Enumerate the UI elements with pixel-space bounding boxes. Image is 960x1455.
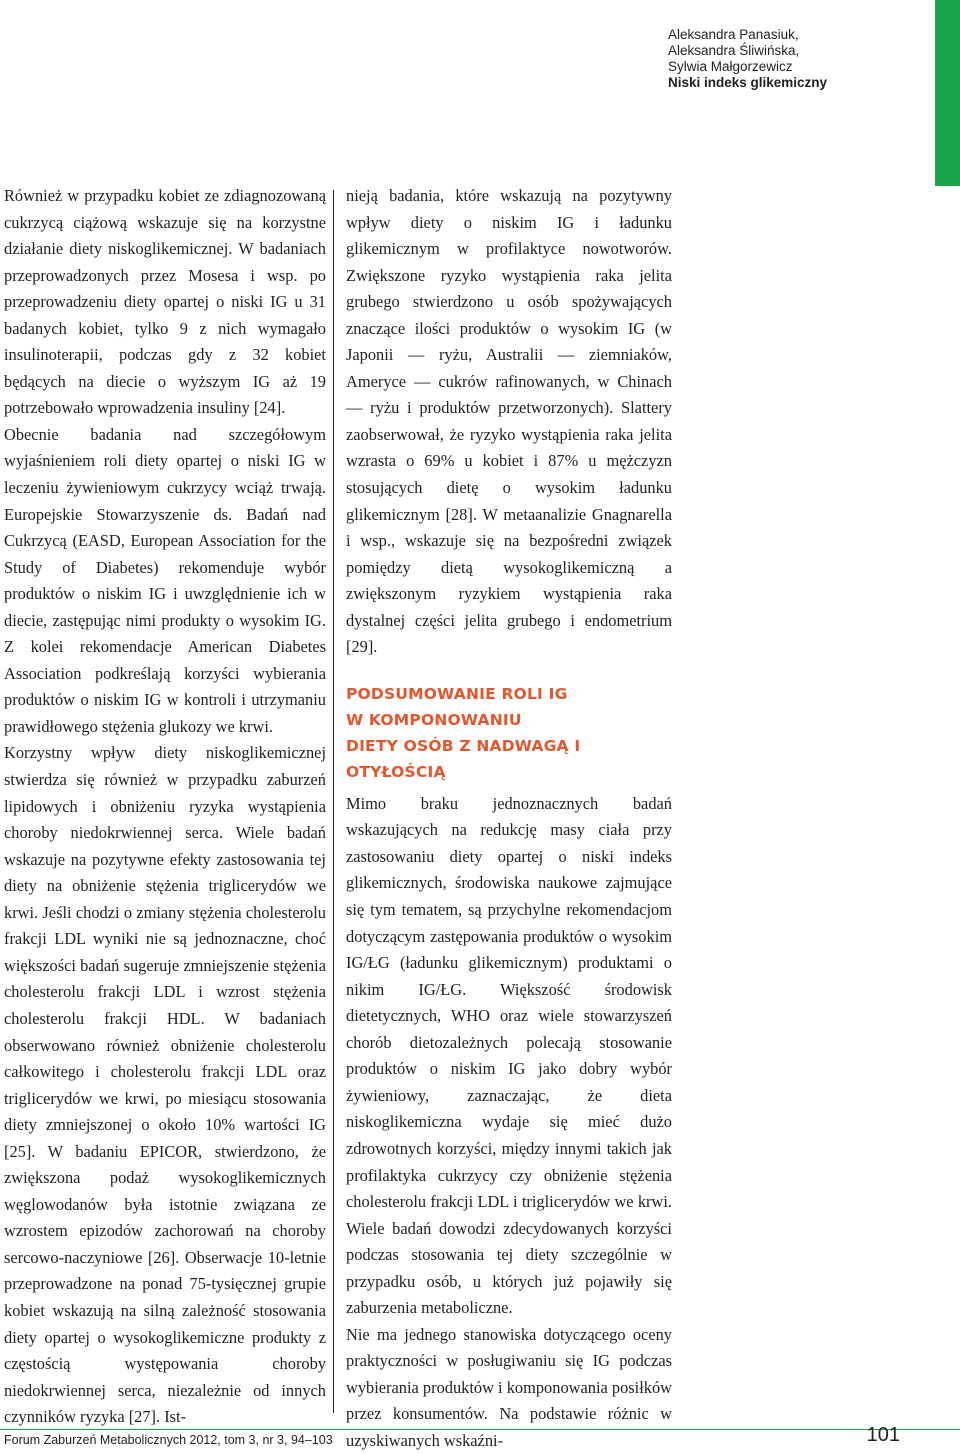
paragraph: Mimo braku jednoznacznych badań wskazujących na redukcję masy ciała przy zastosowaniu diety opartej o niski indeks glikemicznych, środowiska naukowe zajmujące się tym tematem, są przychylne rekomendacjom dotyczącym zastępowania produktów o wysokim IG/ŁG (ładunku glikemicznym) produktami o nikim IG/ŁG. Większość środowisk dietetycznych, WHO oraz wiele stowarzyszeń chorób dietozależnych polecają stosowanie produktów o niskim IG jako dobry wybór żywieniowy, zaznaczając, że dieta niskoglikemiczna wydaje się mieć dużo zdrowotnych korzyści, między innymi takich jak profilaktyka cukrzycy czy obniżenie stężenia cholesterolu frakcji LDL i triglicerydów we krwi. Wiele badań dowodzi zdecydowanych korzyści podczas stosowania tej diety szczególnie w przypadku osób, u których już pojawiły się zaburzenia metaboliczne.: [346, 793, 672, 1318]
right-column: [346, 183, 672, 1455]
header-author-3: Sylwia Małgorzewicz: [668, 59, 793, 74]
header-author-1: Aleksandra Panasiuk,: [668, 27, 799, 42]
accent-bar: [935, 0, 960, 186]
paragraph: Nie ma jednego stanowiska dotyczącego oceny praktyczności w posługiwaniu się IG podczas wybierania produktów i komponowania posiłków przez konsumentów. Na podstawie różnic w uzyskiwanych wskaźni-: [346, 1324, 672, 1450]
running-header: [514, 27, 828, 91]
section-heading-line-3: DIETY OSÓB Z NADWAGĄ I OTYŁOŚCIĄ: [346, 736, 581, 781]
journal-citation: Forum Zaburzeń Metabolicznych 2012, tom 3, nr 3, 94–103: [4, 1433, 333, 1447]
left-column: [4, 183, 326, 1431]
header-author-2: Aleksandra Śliwińska,: [668, 43, 800, 58]
paragraph: Również w przypadku kobiet ze zdiagnozowaną cukrzycą ciążową wskazuje się na korzystne działanie diety niskoglikemicznej. W badaniach przeprowadzonych przez Mosesa i wsp. po przeprowadzeniu diety opartej o niski IG u 31 badanych kobiet, tylko 9 z nich wymagało insulinoterapii, podczas gdy z 32 kobiet będących na diecie o wyższym IG aż 19 potrzebowało wprowadzenia insuliny [24].: [4, 186, 326, 418]
section-heading: [346, 681, 672, 785]
column-divider: [333, 190, 334, 1413]
paragraph: nieją badania, które wskazują na pozytywny wpływ diety o niskim IG i ładunku glikemicznym w profilaktyce nowotworów. Zwiększone ryzyko wystąpienia raka jelita grubego stwierdzono u osób spożywających znaczące ilości produktów o wysokim IG (w Japonii — ryżu, Australii — ziemniaków, Ameryce — cukrów rafinowanych, w Chinach — ryżu i produktów przetworzonych). Slattery zaobserwował, że ryzyko wystąpienia raka jelita wzrasta o 69% u kobiet i 87% u mężczyzn stosujących dietę o wysokim ładunku glikemicznym [28]. W metaanalizie Gnagnarella i wsp., wskazuje się na bezpośredni związek pomiędzy dietą wysokoglikemiczną a zwiększonym ryzykiem wystąpienia raka dystalnej części jelita grubego i endometrium [29].: [346, 186, 672, 657]
section-heading-line-1: PODSUMOWANIE ROLI IG: [346, 684, 568, 703]
header-title: Niski indeks glikemiczny: [668, 75, 828, 90]
page-number: 101: [866, 1424, 900, 1446]
footer-rule: [0, 1429, 960, 1430]
section-heading-line-2: W KOMPONOWANIU: [346, 710, 522, 729]
paragraph: Obecnie badania nad szczegółowym wyjaśnieniem roli diety opartej o niski IG w leczeniu żywieniowym cukrzycy wciąż trwają. Europejskie Stowarzyszenie ds. Badań nad Cukrzycą (EASD, European Association for the Study of Diabetes) rekomenduje wybór produktów o niskim IG i uwzględnienie ich w diecie, zastępując nimi produkty o wysokim IG. Z kolei rekomendacje American Diabetes Association podkreślają korzyści wybierania produktów o niskim IG w kontroli i utrzymaniu prawidłowego stężenia glukozy we krwi.: [4, 424, 326, 736]
paragraph: Korzystny wpływ diety niskoglikemicznej stwierdza się również w przypadku zaburzeń lipidowych i obniżeniu ryzyka wystąpienia choroby niedokrwiennej serca. Wiele badań wskazuje na pozytywne efekty zastosowania tej diety na obniżenie stężenia triglicerydów we krwi. Jeśli chodzi o zmiany stężenia cholesterolu frakcji LDL wyniki nie są jednoznaczne, choć większości badań sugeruje zmniejszenie stężenia cholesterolu frakcji LDL i wzrost stężenia cholesterolu frakcji HDL. W badaniach obserwowano również obniżenie cholesterolu całkowitego i cholesterolu frakcji LDL oraz triglicerydów we krwi, po miesiącu stosowania diety zmniejszonej o około 10% wartości IG [25]. W badaniu EPICOR, stwierdzono, że zwiększona podaż wysokoglikemicznych węglowodanów była istotnie związana ze wzrostem epizodów zachorowań na choroby sercowo-naczyniowe [26]. Obserwacje 10-letnie przeprowadzone na ponad 75-tysięcznej grupie kobiet wskazują na silną zależność stosowania diety opartej o wysokoglikemiczne produkty z częstością występowania choroby niedokrwiennej serca, niezależnie od innych czynników ryzyka [27]. Ist-: [4, 743, 326, 1427]
